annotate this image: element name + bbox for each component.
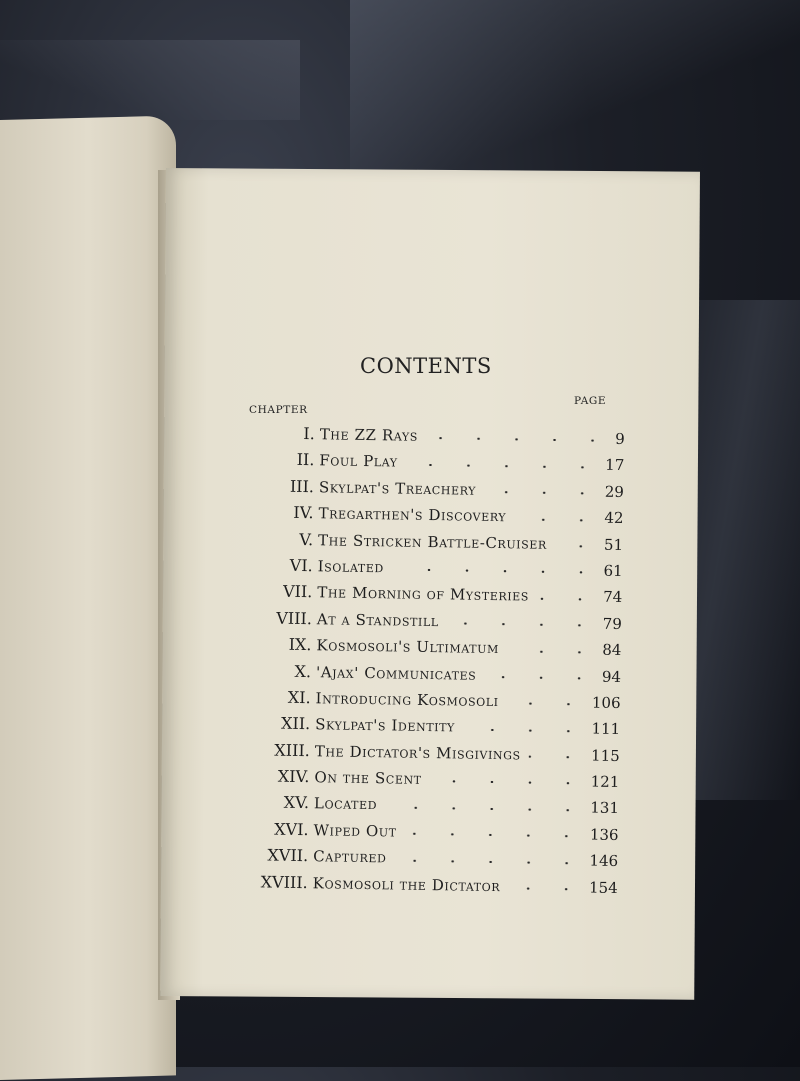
chapter-title: Tregarthen's Discovery (318, 504, 507, 526)
chapter-title: 'Ajax' Communicates (315, 662, 477, 684)
chapter-number: VII. (282, 582, 313, 602)
dot-leader (508, 887, 585, 890)
chapter-number: XI. (287, 687, 311, 708)
left-page (0, 115, 176, 1080)
dot-leader (515, 518, 601, 521)
table-of-contents (233, 420, 640, 901)
chapter-number: VI. (289, 555, 313, 576)
page-number: 51 (603, 535, 624, 554)
chapter-number: V. (299, 529, 314, 549)
dot-leader (484, 491, 600, 495)
chapter-title: On the Scent (314, 768, 422, 788)
chapter-number: XVIII. (260, 872, 308, 892)
fabric-fold (0, 40, 300, 120)
chapter-title: Located (313, 794, 378, 814)
page-number: 146 (589, 851, 619, 871)
chapter-title: The Dictator's Misgivings (314, 741, 521, 764)
chapter-title: Kosmosoli's Ultimatum (316, 636, 500, 658)
page-number: 17 (605, 456, 625, 475)
chapter-title: Skylpat's Treachery (318, 478, 477, 499)
page-number: 42 (604, 508, 624, 528)
dot-leader (385, 806, 586, 811)
chapter-title: Introducing Kosmosoli (315, 689, 499, 711)
page-number: 9 (615, 429, 625, 449)
page-number: 79 (602, 614, 622, 633)
chapter-title: Wiped Out (313, 821, 397, 841)
chapter-title: Skylpat's Identity (315, 715, 456, 736)
page-number: 131 (590, 799, 620, 818)
chapter-number: X. (294, 661, 312, 681)
dot-leader (485, 676, 598, 680)
dot-leader (507, 650, 598, 653)
chapter-title: At a Standstill (316, 609, 439, 630)
chapter-title: Kosmosoli the Dictator (312, 873, 501, 895)
chapter-number: II. (296, 450, 315, 470)
page-number: 121 (590, 772, 620, 792)
contents-heading: CONTENTS (360, 354, 492, 378)
chapter-number: IV. (293, 503, 314, 523)
dot-leader (507, 703, 588, 706)
page-number: 106 (591, 693, 621, 712)
chapter-number: I. (303, 423, 315, 444)
dot-leader (395, 859, 586, 864)
dot-leader (430, 780, 587, 784)
page-number: 115 (590, 746, 620, 765)
chapter-number: XIII. (274, 740, 310, 760)
chapter-number: IX. (288, 634, 312, 655)
chapter-number: III. (289, 476, 315, 496)
page-column-label: PAGE (574, 395, 607, 407)
page-number: 94 (601, 667, 622, 686)
chapter-number: XVII. (267, 845, 309, 866)
chapter-number: XVI. (274, 819, 309, 839)
page-number: 111 (591, 719, 621, 739)
chapter-number: XIV. (277, 766, 310, 787)
chapter-number: XII. (280, 713, 311, 734)
dot-leader (447, 622, 599, 626)
dot-leader (463, 728, 587, 732)
page-number: 136 (589, 825, 619, 844)
fabric-fold (350, 0, 800, 180)
dot-leader (426, 437, 611, 442)
chapter-column-label: CHAPTER (249, 404, 308, 416)
dot-leader (405, 833, 586, 838)
page-number: 29 (604, 482, 625, 501)
chapter-title: Foul Play (319, 451, 398, 471)
chapter-title: Captured (313, 847, 387, 867)
chapter-number: XV. (283, 793, 310, 813)
chapter-title: The Morning of Mysteries (317, 583, 530, 605)
chapter-number: VIII. (276, 608, 313, 628)
dot-leader (555, 545, 600, 548)
chapter-title: The Stricken Battle-Cruiser (317, 530, 548, 553)
dot-leader (537, 597, 599, 600)
page-number: 84 (602, 640, 622, 660)
page-number: 61 (603, 561, 623, 580)
dot-leader (392, 569, 599, 574)
dot-leader (529, 756, 587, 759)
chapter-title: The ZZ Rays (319, 425, 419, 445)
chapter-title: Isolated (317, 557, 384, 577)
page-number: 154 (588, 878, 618, 897)
page-number: 74 (603, 588, 623, 607)
dot-leader (406, 463, 601, 468)
